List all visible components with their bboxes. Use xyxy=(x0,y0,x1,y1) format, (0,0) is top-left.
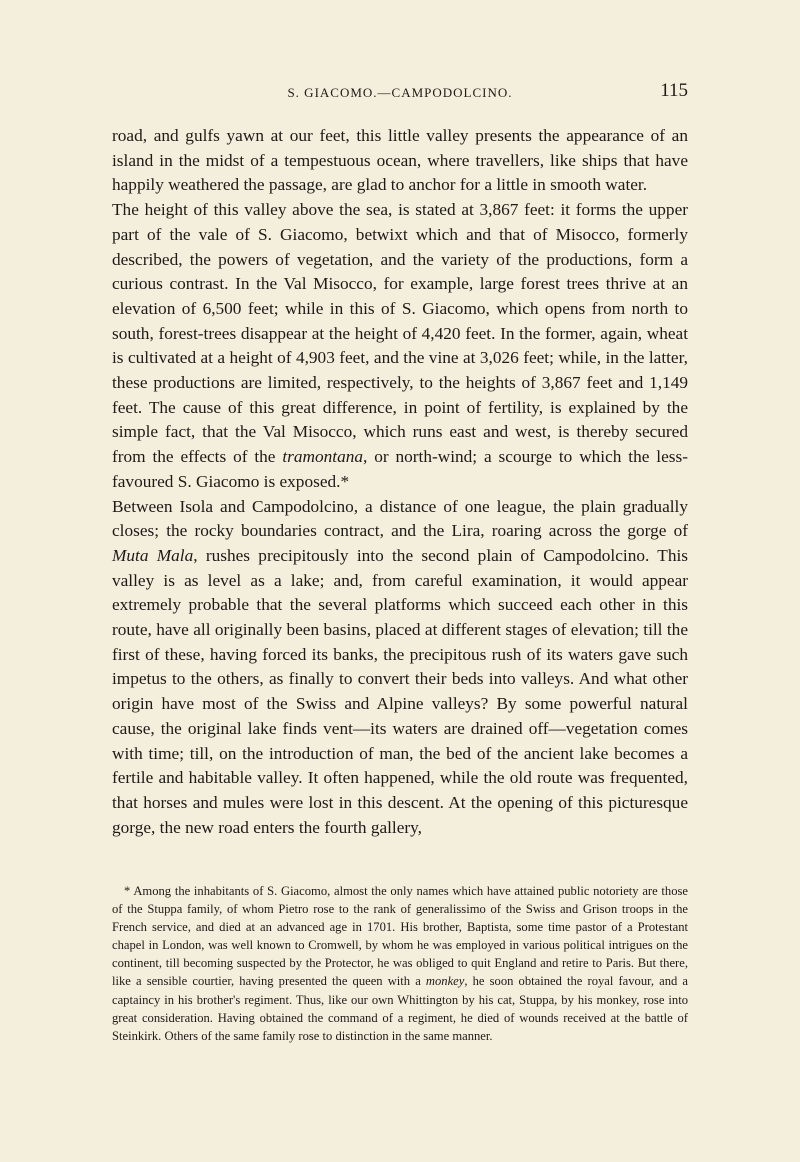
paragraph-2-text-b: , or north-wind; a scourge to which the less-favoured S. Giacomo is exposed.* xyxy=(112,447,688,491)
paragraph-3-text-b: , rushes precipitously into the second plain of Campodolcino. This valley is as level as a lake; and, from careful examination, it would appear extremely probable that the several platforms which succeed each other in this route, have all originally been basins, placed at different stages of elevation; till the first of these, having forced its banks, the precipitous rush of its waters gave such impetus to the others, as finally to convert their beds into valleys. And what other origin have most of the Swiss and Alpine valleys? By some powerful natural cause, the original lake finds vent—its waters are drained off—vegetation comes with time; till, on the introduction of man, the bed of the ancient lake becomes a fertile and habitable valley. It often happened, while the old route was frequented, that horses and mules were lost in this descent. At the opening of this picturesque gorge, the new road enters the fourth gallery, xyxy=(112,545,688,837)
footnote-text-b: , he soon obtained the royal favour, and a captaincy in his brother's regiment. Thus, like our own Whittington by his cat, Stuppa, by his monkey, rose into great consideration. Having obtained the command of a regiment, he died of wounds received at the battle of Steinkirk. Others of the same family rose to distinction in the same manner. xyxy=(112,974,688,1043)
running-head xyxy=(112,80,688,104)
paragraph-2-italic: tramontana xyxy=(282,447,364,467)
paragraph-3-italic: Muta Mala xyxy=(112,545,194,565)
chapter-title: S. GIACOMO.—CAMPODOLCINO. xyxy=(287,85,513,100)
footnote-paragraph xyxy=(112,882,688,1045)
page-number: 115 xyxy=(660,80,688,101)
footnote-italic: monkey xyxy=(425,974,465,989)
footnote-text-a: * Among the inhabitants of S. Giacomo, almost the only names which have attained public notoriety are those of the Stuppa family, of whom Pietro rose to the rank of generalissimo of the Swiss and Grison troops in the French service, and died at an advanced age in 1701. His brother, Baptista, some time pastor of a Protestant chapel in London, was well known to Cromwell, by whom he was employed in various political intrigues on the continent, till becoming suspected by the Protector, he was obliged to quit England and retire to Paris. But there, like a sensible courtier, having presented the queen with a xyxy=(112,884,688,989)
body-text xyxy=(112,124,688,840)
paragraph-1-text: road, and gulfs yawn at our feet, this little valley presents the appearance of an island in the midst of a tempestuous ocean, where travellers, like ships that have happily weathered the passage, are glad to anchor for a little in smooth water. xyxy=(112,126,688,195)
paragraph-3-text-a: Between Isola and Campodolcino, a distance of one league, the plain gradually closes; the rocky boundaries contract, and the Lira, roaring across the gorge of xyxy=(112,496,688,541)
paragraph-2-text-a: The height of this valley above the sea, is stated at 3,867 feet: it forms the upper part of the vale of S. Giacomo, betwixt which and that of Misocco, formerly described, the powers of vegetation, and the variety of the productions, form a curious contrast. In the Val Misocco, for example, large forest trees thrive at an elevation of 6,500 feet; while in this of S. Giacomo, which opens from north to south, forest-trees disappear at the height of 4,420 feet. In the former, again, wheat is cultivated at a height of 4,903 feet, and the vine at 3,026 feet; while, in the latter, these productions are limited, respectively, to the heights of 3,867 feet and 1,149 feet. The cause of this great difference, in point of fertility, is explained by the simple fact, that the Val Misocco, which runs east and west, is thereby secured from the effects of the xyxy=(112,200,688,467)
paragraph-3 xyxy=(112,495,688,841)
paragraph-1 xyxy=(112,124,688,198)
paragraph-2 xyxy=(112,198,688,494)
footnote xyxy=(112,882,688,1045)
